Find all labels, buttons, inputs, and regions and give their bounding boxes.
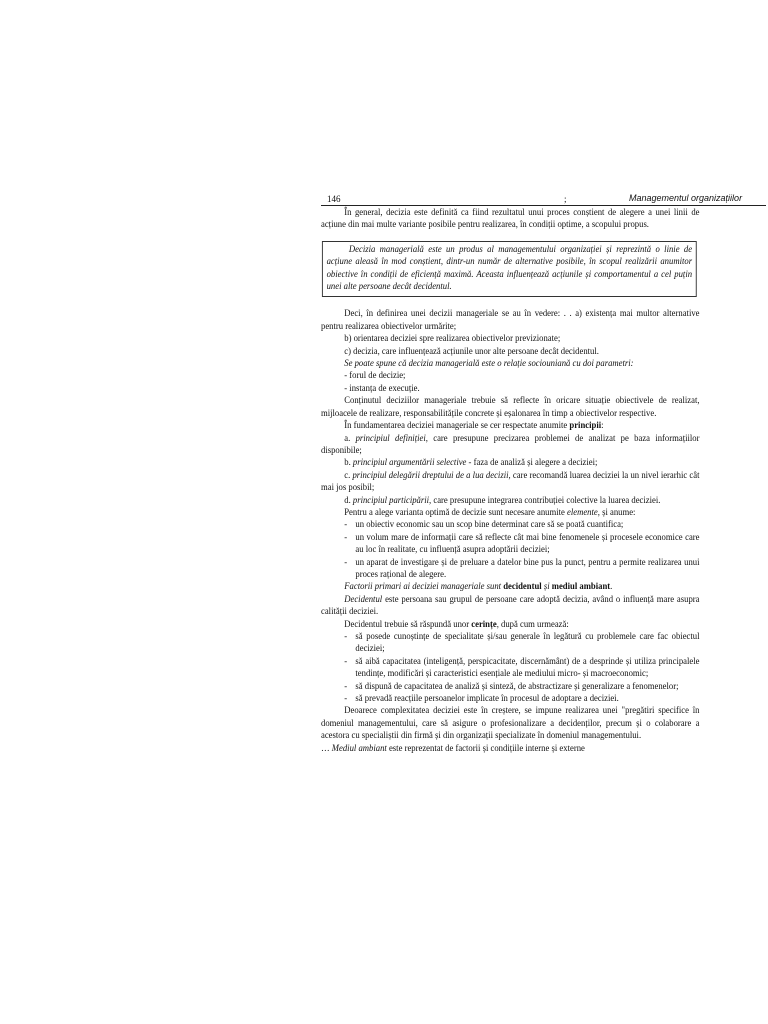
decidentul-label: Decidentul: [344, 594, 383, 605]
elemente-text: Pentru a alege varianta optimă de decizie sunt necesare anumite: [344, 507, 568, 518]
principle-text: care recomandă luarea deciziei la un nivel ierarhic cât mai jos posibil;: [321, 470, 700, 494]
mediul-label: Mediul ambiant: [331, 743, 387, 754]
principle-c: [321, 470, 700, 495]
paragraph-cerinte: [321, 619, 700, 631]
element-item-3: - un aparat de investigare și de preluare a datelor bine pus la punct, pentru a permite realizarea unui proces rațional de alegere.: [344, 557, 700, 580]
page-body: [321, 207, 700, 755]
paragraph-factori: [321, 581, 700, 593]
cerinta-text: să prevadă reacțiile persoanelor implicate în procesul de adoptare a deciziei.: [355, 694, 619, 705]
cerinte-term: cerințe: [471, 619, 497, 630]
mediul-ellipsis: …: [321, 743, 332, 754]
factori-end: .: [610, 582, 613, 593]
factori-conj: și: [541, 582, 552, 593]
item-c: c) decizia, care influențează acțiunile unor alte persoane decât decidentul.: [344, 346, 599, 357]
cerinta-text: să aibă capacitatea (inteligență, perspicacitate, discernământ) de a desprinde și utiliza principalele tendințe, modificări și caracteristici esențiale ale mediului micro- și macroeconomic;: [355, 656, 700, 680]
principle-letter: a.: [344, 433, 356, 444]
element-item-1: - un obiectiv economic sau un scop bine determinat care să se poată cuantifica;: [344, 520, 624, 531]
cerinte-tail: , după cum urmează:: [496, 619, 569, 630]
principle-name: principiul participării,: [352, 495, 432, 506]
dash-item-forul: - forul de decizie;: [344, 371, 406, 382]
definition-text: Decizia managerială este un produs al managementului organizației și reprezintă o linie de acțiune aleasă în mod conștient, dintr-un număr de alternative posibile, în scopul realizării anumitor obiective în condiții de eficiență maximă. Aceasta influențează acțiunile și comportamentul a cel puțin unei alte persoane decât decidentul.: [326, 244, 693, 293]
cerinta-item-1: - să posede cunoștințe de specialitate și/sau generale în legătură cu problemele care fac obiectul deciziei;: [344, 632, 700, 655]
cerinta-text: să posede cunoștințe de specialitate și/sau generale în legătură cu problemele care fac obiectul deciziei;: [355, 632, 700, 655]
fund-colon: :: [601, 421, 604, 432]
paragraph-elemente: [321, 507, 700, 519]
principle-name: principiul argumentării selective: [352, 458, 467, 469]
dash-text: instanța de execuție.: [349, 383, 420, 394]
principle-letter: b.: [344, 458, 353, 469]
running-header: [321, 192, 743, 207]
paragraph-mediul: [321, 743, 700, 755]
cerinta-item-4: - să prevadă reacțiile persoanelor implicate în procesul de adoptare a deciziei.: [344, 694, 619, 705]
item-b: b) orientarea deciziei spre realizarea obiectivelor previzionate;: [344, 334, 561, 345]
principle-d: [321, 495, 700, 507]
mediul-text: este reprezentat de factorii și condițiile interne și externe: [386, 743, 585, 754]
principle-a: [321, 433, 700, 458]
intro-paragraph: În general, decizia este definită ca fiind rezultatul unui proces conștient de alegere a unei linii de acțiune din mai multe variante posibile pentru realizarea, în condiții optime, a scopului propus.: [321, 208, 700, 231]
fund-text: În fundamentarea deciziei manageriale se cer respectate anumite: [344, 421, 570, 432]
paragraph-fundamentare: [321, 420, 700, 432]
principle-letter: c.: [344, 470, 353, 481]
decidentul-term: decidentul: [503, 582, 542, 593]
principle-text: - faza de analiză și alegere a deciziei;: [466, 458, 598, 469]
page-number: 146: [327, 194, 341, 204]
cerinte-text: Decidentul trebuie să răspundă unor: [344, 619, 472, 630]
paragraph-relatie: [321, 358, 700, 370]
decidentul-text: este persoana sau grupul de persoane care adoptă decizia, având o influență mare asupra calității deciziei.: [321, 594, 700, 618]
element-text: un volum mare de informații care să reflecte cât mai bine fenomenele și procesele economice care au loc în realitate, cu influență asupra adoptării deciziei;: [355, 532, 700, 556]
cerinta-item-2: - să aibă capacitatea (inteligență, perspicacitate, discernământ) de a desprinde și utiliza principalele tendințe, modificări și caracteristici esențiale ale mediului micro- și macroeconomic;: [344, 656, 700, 680]
elemente-tail: și anume:: [599, 507, 636, 518]
paragraph-continut: Conținutul deciziilor manageriale trebuie să reflecte în oricare situație obiectivele de realizat, mijloacele de realizare, responsabilitățile concrete și eșalonarea în timp a obiectivelor respective.: [321, 396, 700, 419]
running-title: Managementul organizațiilor: [629, 193, 743, 203]
header-separator: ;: [564, 194, 567, 204]
elemente-term: elemente,: [567, 507, 600, 518]
factori-text: Factorii primari ai deciziei manageriale sunt: [344, 582, 504, 593]
relatie-text: Se poate spune că decizia managerială este o relație sociouniană cu doi parametri:: [344, 359, 634, 370]
cerinta-text: să dispună de capacitatea de analiză și sinteză, de abstractizare și generalizare a fenomenelor;: [355, 681, 679, 692]
paragraph-deci: Deci, în definirea unei decizii manageriale se au în vedere: . . a) existența mai multor alternative pentru realizarea obiectivelor urmărite;: [321, 309, 700, 332]
principle-name: principiul definiției,: [355, 433, 428, 444]
document-page: [321, 192, 743, 755]
cerinta-item-3: - să dispună de capacitatea de analiză și sinteză, de abstractizare și generalizare a fenomenelor;: [344, 681, 679, 692]
element-item-2: - un volum mare de informații care să reflecte cât mai bine fenomenele și procesele economice care au loc în realitate, cu influență asupra adoptării deciziei;: [344, 532, 700, 556]
paragraph-complexitate: Deoarece complexitatea deciziei este în creștere, se impune realizarea unei "pregătiri specifice în domeniul managementului, care să asigure o profesionalizare a decidenților, precum și o colaborare a acestora cu specialiștii din firmă și din organizații specializate în domeniul managementului.: [321, 706, 700, 742]
definition-box: [322, 241, 697, 298]
header-rule: [321, 205, 766, 206]
principle-b: [321, 457, 700, 469]
principle-letter: d.: [344, 495, 353, 506]
principii-term: principii: [569, 421, 602, 432]
mediul-term: mediul ambiant: [551, 582, 611, 593]
element-text: un obiectiv economic sau un scop bine determinat care să se poată cuantifica;: [355, 520, 624, 531]
principle-text: care presupune integrarea contribuției colective la luarea deciziei.: [431, 495, 661, 506]
element-text: un aparat de investigare și de preluare a datelor bine pus la punct, pentru a permite realizarea unui proces rațional de alegere.: [355, 557, 700, 580]
dash-text: forul de decizie;: [349, 371, 406, 382]
paragraph-decidentul: [321, 594, 700, 619]
principle-text: care presupune precizarea problemei de analizat pe baza informațiilor disponibile;: [321, 433, 700, 456]
principle-name: principiul delegării dreptului de a lua decizii,: [352, 470, 511, 481]
dash-item-instanta: - instanța de execuție.: [344, 383, 420, 394]
